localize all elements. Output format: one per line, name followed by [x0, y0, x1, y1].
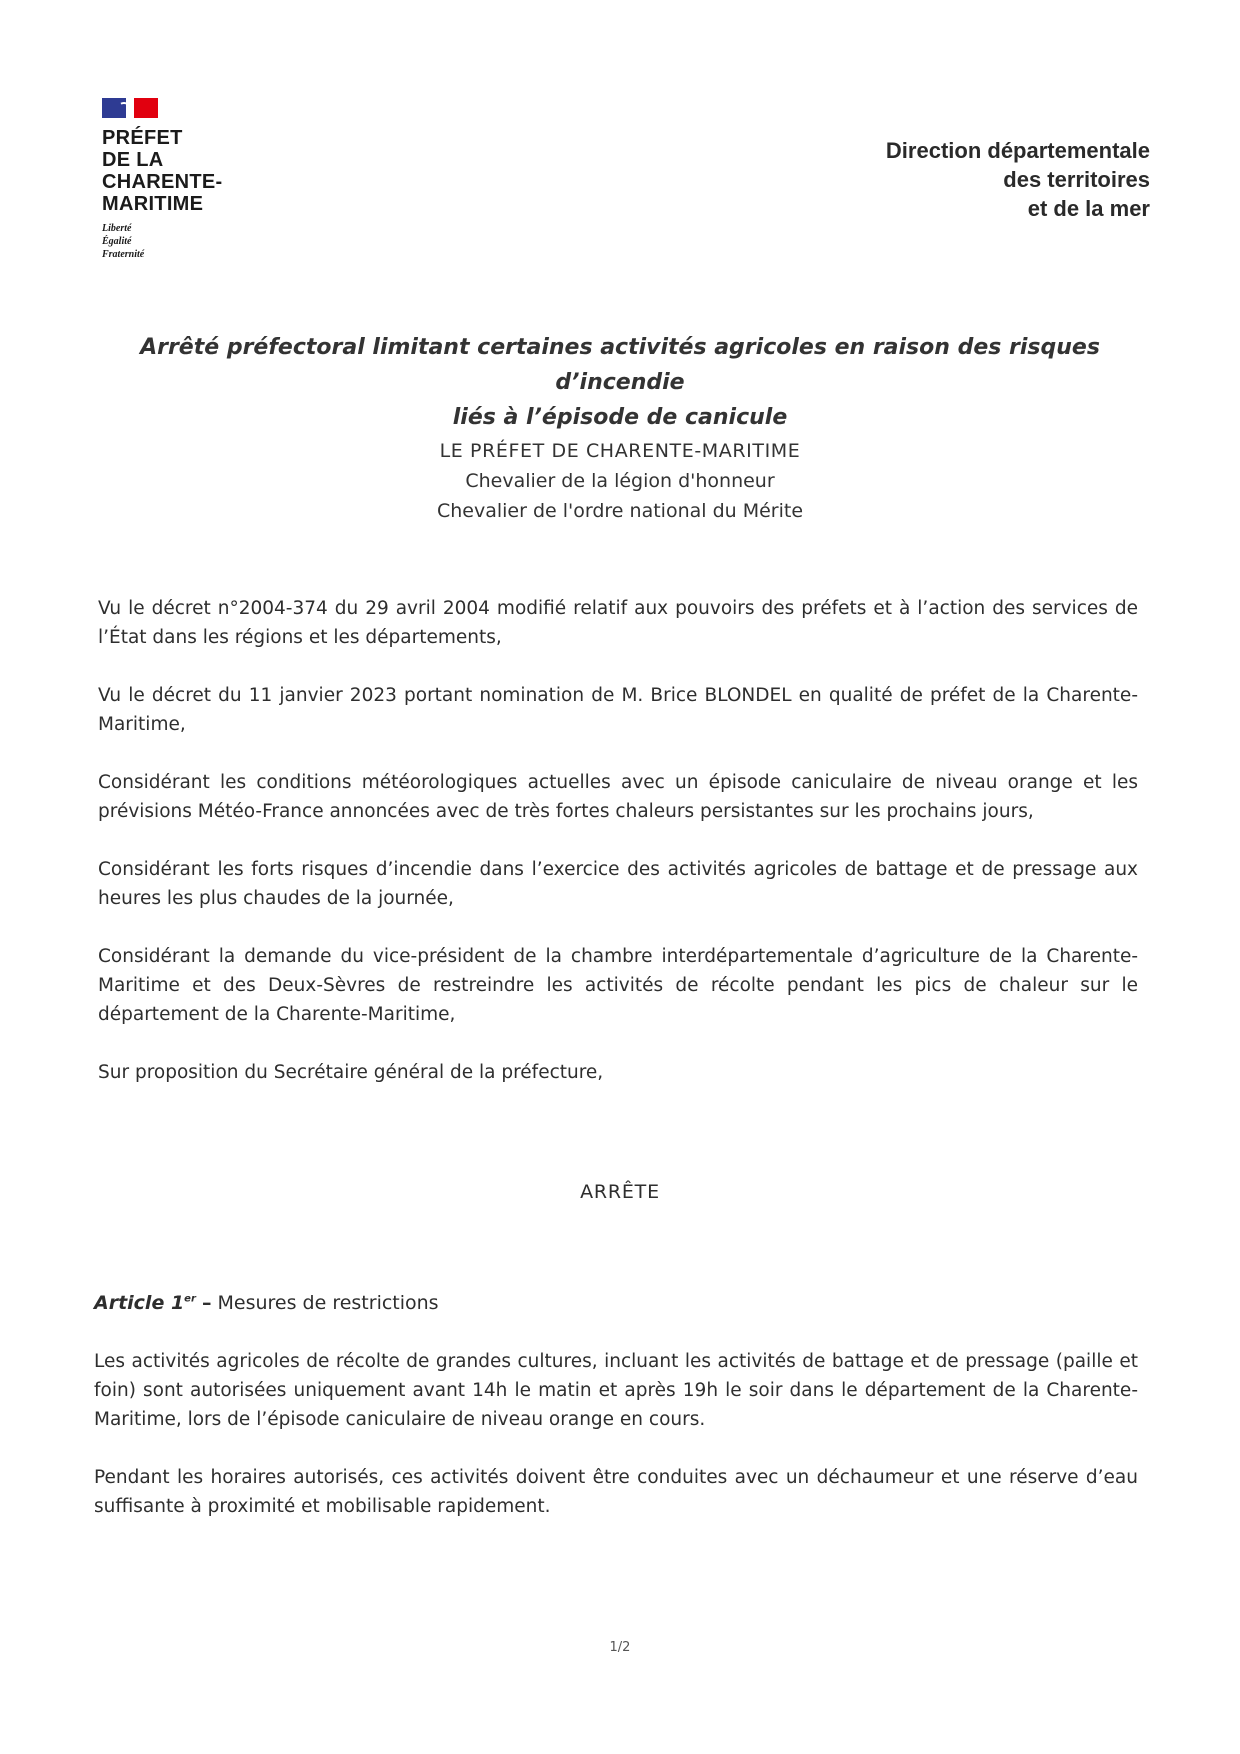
direction-line: Direction départementale: [885, 138, 1150, 163]
title-line: liés à l’épisode de canicule: [452, 405, 788, 430]
arrete-heading: ARRÊTE: [580, 1181, 660, 1203]
visa-paragraph: Vu le décret n°2004-374 du 29 avril 2004 modifié relatif aux pouvoirs des préfets et à l’action des services de l’État dans les régions et les départements,: [98, 598, 1138, 648]
prefet-logo-name: [102, 127, 262, 215]
prefet-line: CHARENTE-: [102, 171, 223, 193]
article-paragraph: Les activités agricoles de récolte de grandes cultures, incluant les activités de battage et de pressage (paille et foin) sont autorisées uniquement avant 14h le matin et après 19h le soir dans le département de la Charente-Maritime, lors de l’épisode caniculaire de niveau orange en cours.: [94, 1351, 1138, 1430]
article-dash: –: [201, 1292, 212, 1314]
prefet-line: DE LA: [102, 149, 164, 171]
page-number: 1/2: [609, 1640, 631, 1655]
proposition-paragraph: Sur proposition du Secrétaire général de la préfecture,: [98, 1062, 604, 1083]
visa-paragraph: Vu le décret du 11 janvier 2023 portant nomination de M. Brice BLONDEL en qualité de préfet de la Charente-Maritime,: [98, 685, 1138, 735]
title-line: Arrêté préfectoral limitant certaines activités agricoles en raison des risques d’incendie: [140, 335, 1100, 395]
motto-line: Égalité: [102, 236, 132, 247]
considerant-paragraph: Considérant la demande du vice-président de la chambre interdépartementale d’agriculture de la Charente-Maritime et des Deux-Sèvres de restreindre les activités de récolte pendant les pics de chaleur sur le département de la Charente-Maritime,: [98, 946, 1138, 1025]
article-ordinal: er: [184, 1293, 196, 1305]
french-republic-marianne-flag-icon: [102, 98, 158, 118]
prefecture-logo: [102, 98, 262, 261]
prefet-line: PRÉFET: [102, 127, 183, 149]
article-title: Mesures de restrictions: [217, 1292, 439, 1314]
considerant-paragraph: Considérant les forts risques d’incendie dans l’exercice des activités agricoles de battage et de pressage aux heures les plus chaudes de la journée,: [98, 859, 1138, 909]
prefet-line: MARITIME: [102, 193, 204, 215]
considerant-paragraph: Considérant les conditions météorologiques actuelles avec un épisode caniculaire de niveau orange et les prévisions Météo-France annoncées avec de très fortes chaleurs persistantes sur les prochains jours,: [98, 772, 1138, 822]
distinction-line: Chevalier de l'ordre national du Mérite: [436, 500, 804, 522]
distinction-line: Chevalier de la légion d'honneur: [465, 470, 775, 492]
direction-line: et de la mer: [1027, 196, 1150, 221]
article-paragraph: Pendant les horaires autorisés, ces activités doivent être conduites avec un déchaumeur et une réserve d’eau suffisante à proximité et mobilisable rapidement.: [94, 1467, 1138, 1517]
motto-line: Liberté: [102, 223, 132, 234]
direction-line: des territoires: [1003, 167, 1150, 192]
republic-motto: [102, 222, 262, 261]
article-heading: [94, 1292, 439, 1314]
article-label: Article 1: [94, 1292, 185, 1314]
prefet-title: LE PRÉFET DE CHARENTE-MARITIME: [439, 440, 801, 462]
issuing-direction: [886, 136, 1150, 223]
motto-line: Fraternité: [102, 249, 145, 260]
document-title: [90, 330, 1150, 435]
authority-block: [200, 436, 1040, 526]
